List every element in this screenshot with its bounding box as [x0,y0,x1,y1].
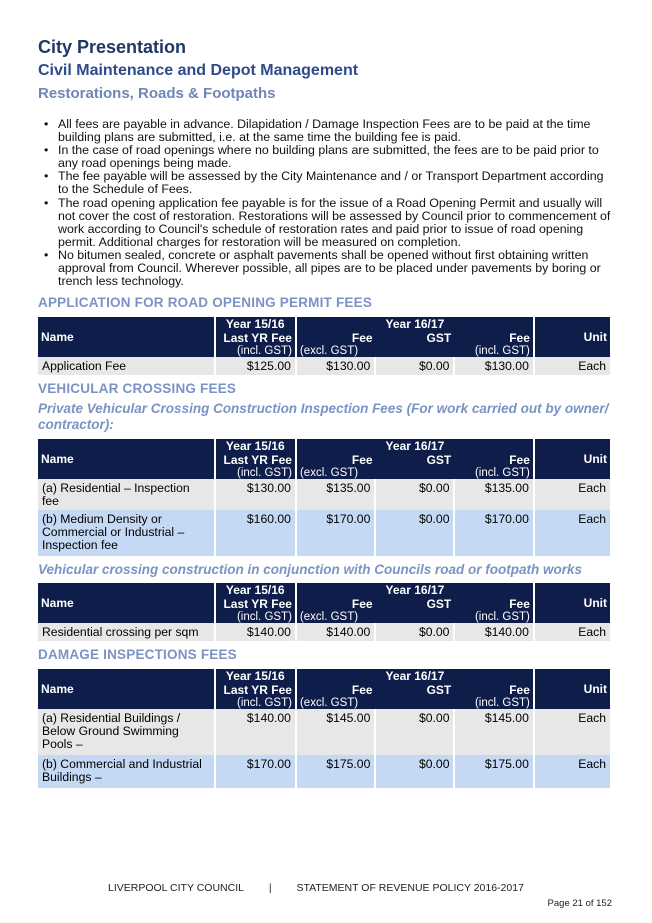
table-row: (b) Commercial and Industrial Buildings – $170.00 $175.00 $0.00 $175.00 Each [38,755,610,788]
road-opening-table [36,317,612,375]
table-header-row [38,317,610,357]
vehicular-subheading: Private Vehicular Crossing Construction Inspection Fees (For work carried out by owner/ contractor): [38,401,609,433]
list-item: • The road opening application fee payable is for the issue of a Road Opening Permit and usually will not cover the cost of restoration. Restorations will be assessed by Council prior to commencement of work according to Council's schedule of restoration rates and paid prior to issue of road opening permit. Additional charges for restoration will be measured on completion. [44,195,611,249]
bullet-icon: • [44,143,49,158]
bullet-icon: • [44,195,49,210]
damage-table [36,669,612,788]
conjunction-subheading: Vehicular crossing construction in conjunction with Councils road or footpath works [38,562,583,578]
list-item: • All fees are payable in advance. Dilapidation / Damage Inspection Fees are to be paid at the time building plans are submitted, i.e. at the same time the building fee is paid. [44,117,591,145]
bullet-icon: • [44,169,49,184]
col-unit: Unit [535,317,610,357]
vehicular-heading: VEHICULAR CROSSING FEES [38,381,237,397]
bullet-icon: • [44,247,49,262]
page-number: Page 21 of 152 [547,898,612,909]
conjunction-table [36,583,612,641]
table-row: Residential crossing per sqm $140.00 $140.00 $0.00 $140.00 Each [38,623,610,641]
vehicular-table [36,439,612,556]
col-last-yr: Year 15/16 Last YR Fee (incl. GST) [216,317,295,357]
page-footer [108,882,546,894]
table-row: (b) Medium Density or Commercial or Industrial – Inspection fee $160.00 $170.00 $0.00 $170.00 Each [38,510,610,556]
damage-heading: DAMAGE INSPECTIONS FEES [38,647,237,663]
table-header-row: Name Year 15/16 Last YR Fee (incl. GST) Year 16/17 Fee (excl. GST) GST Fee (incl. GST) Unit [38,583,610,623]
list-item: • In the case of road openings where no building plans are submitted, the fees are to be paid prior to any road openings being made. [44,143,599,171]
table-header-row: Name Year 15/16 Last YR Fee (incl. GST) Year 16/17 Fee (excl. GST) GST Fee (incl. GST) Unit [38,669,610,709]
section-title: Restorations, Roads & Footpaths [38,85,276,102]
col-year-curr: Year 16/17 Fee (excl. GST) GST Fee (incl. GST) [297,317,533,357]
table-row: (a) Residential Buildings / Below Ground Swimming Pools – $140.00 $145.00 $0.00 $145.00 Each [38,709,610,755]
fee-notes-list [38,118,614,288]
page-title: City Presentation [38,37,187,57]
footer-council: LIVERPOOL CITY COUNCIL [108,882,244,894]
list-item: • No bitumen sealed, concrete or asphalt pavements shall be opened without first obtaining written approval from Council. Wherever possible, all pipes are to be placed under pavements by boring or trench less technology. [44,247,601,289]
bullet-icon: • [44,117,49,131]
road-opening-heading: APPLICATION FOR ROAD OPENING PERMIT FEES [38,295,373,311]
document-page [38,36,614,788]
footer-doc-title: STATEMENT OF REVENUE POLICY 2016-2017 [296,882,524,894]
table-header-row: Name Year 15/16 Last YR Fee (incl. GST) Year 16/17 Fee (excl. GST) GST Fee (incl. GST) Unit [38,439,610,479]
footer-separator: | [268,882,272,894]
list-item: • The fee payable will be assessed by the City Maintenance and / or Transport Department according to the Schedule of Fees. [44,169,604,197]
table-row: Application Fee $125.00 $130.00 $0.00 $130.00 Each [38,357,610,375]
page-subtitle: Civil Maintenance and Depot Management [38,62,359,79]
table-row: (a) Residential – Inspection fee $130.00 $135.00 $0.00 $135.00 Each [38,479,610,510]
col-name: Name [38,317,214,357]
